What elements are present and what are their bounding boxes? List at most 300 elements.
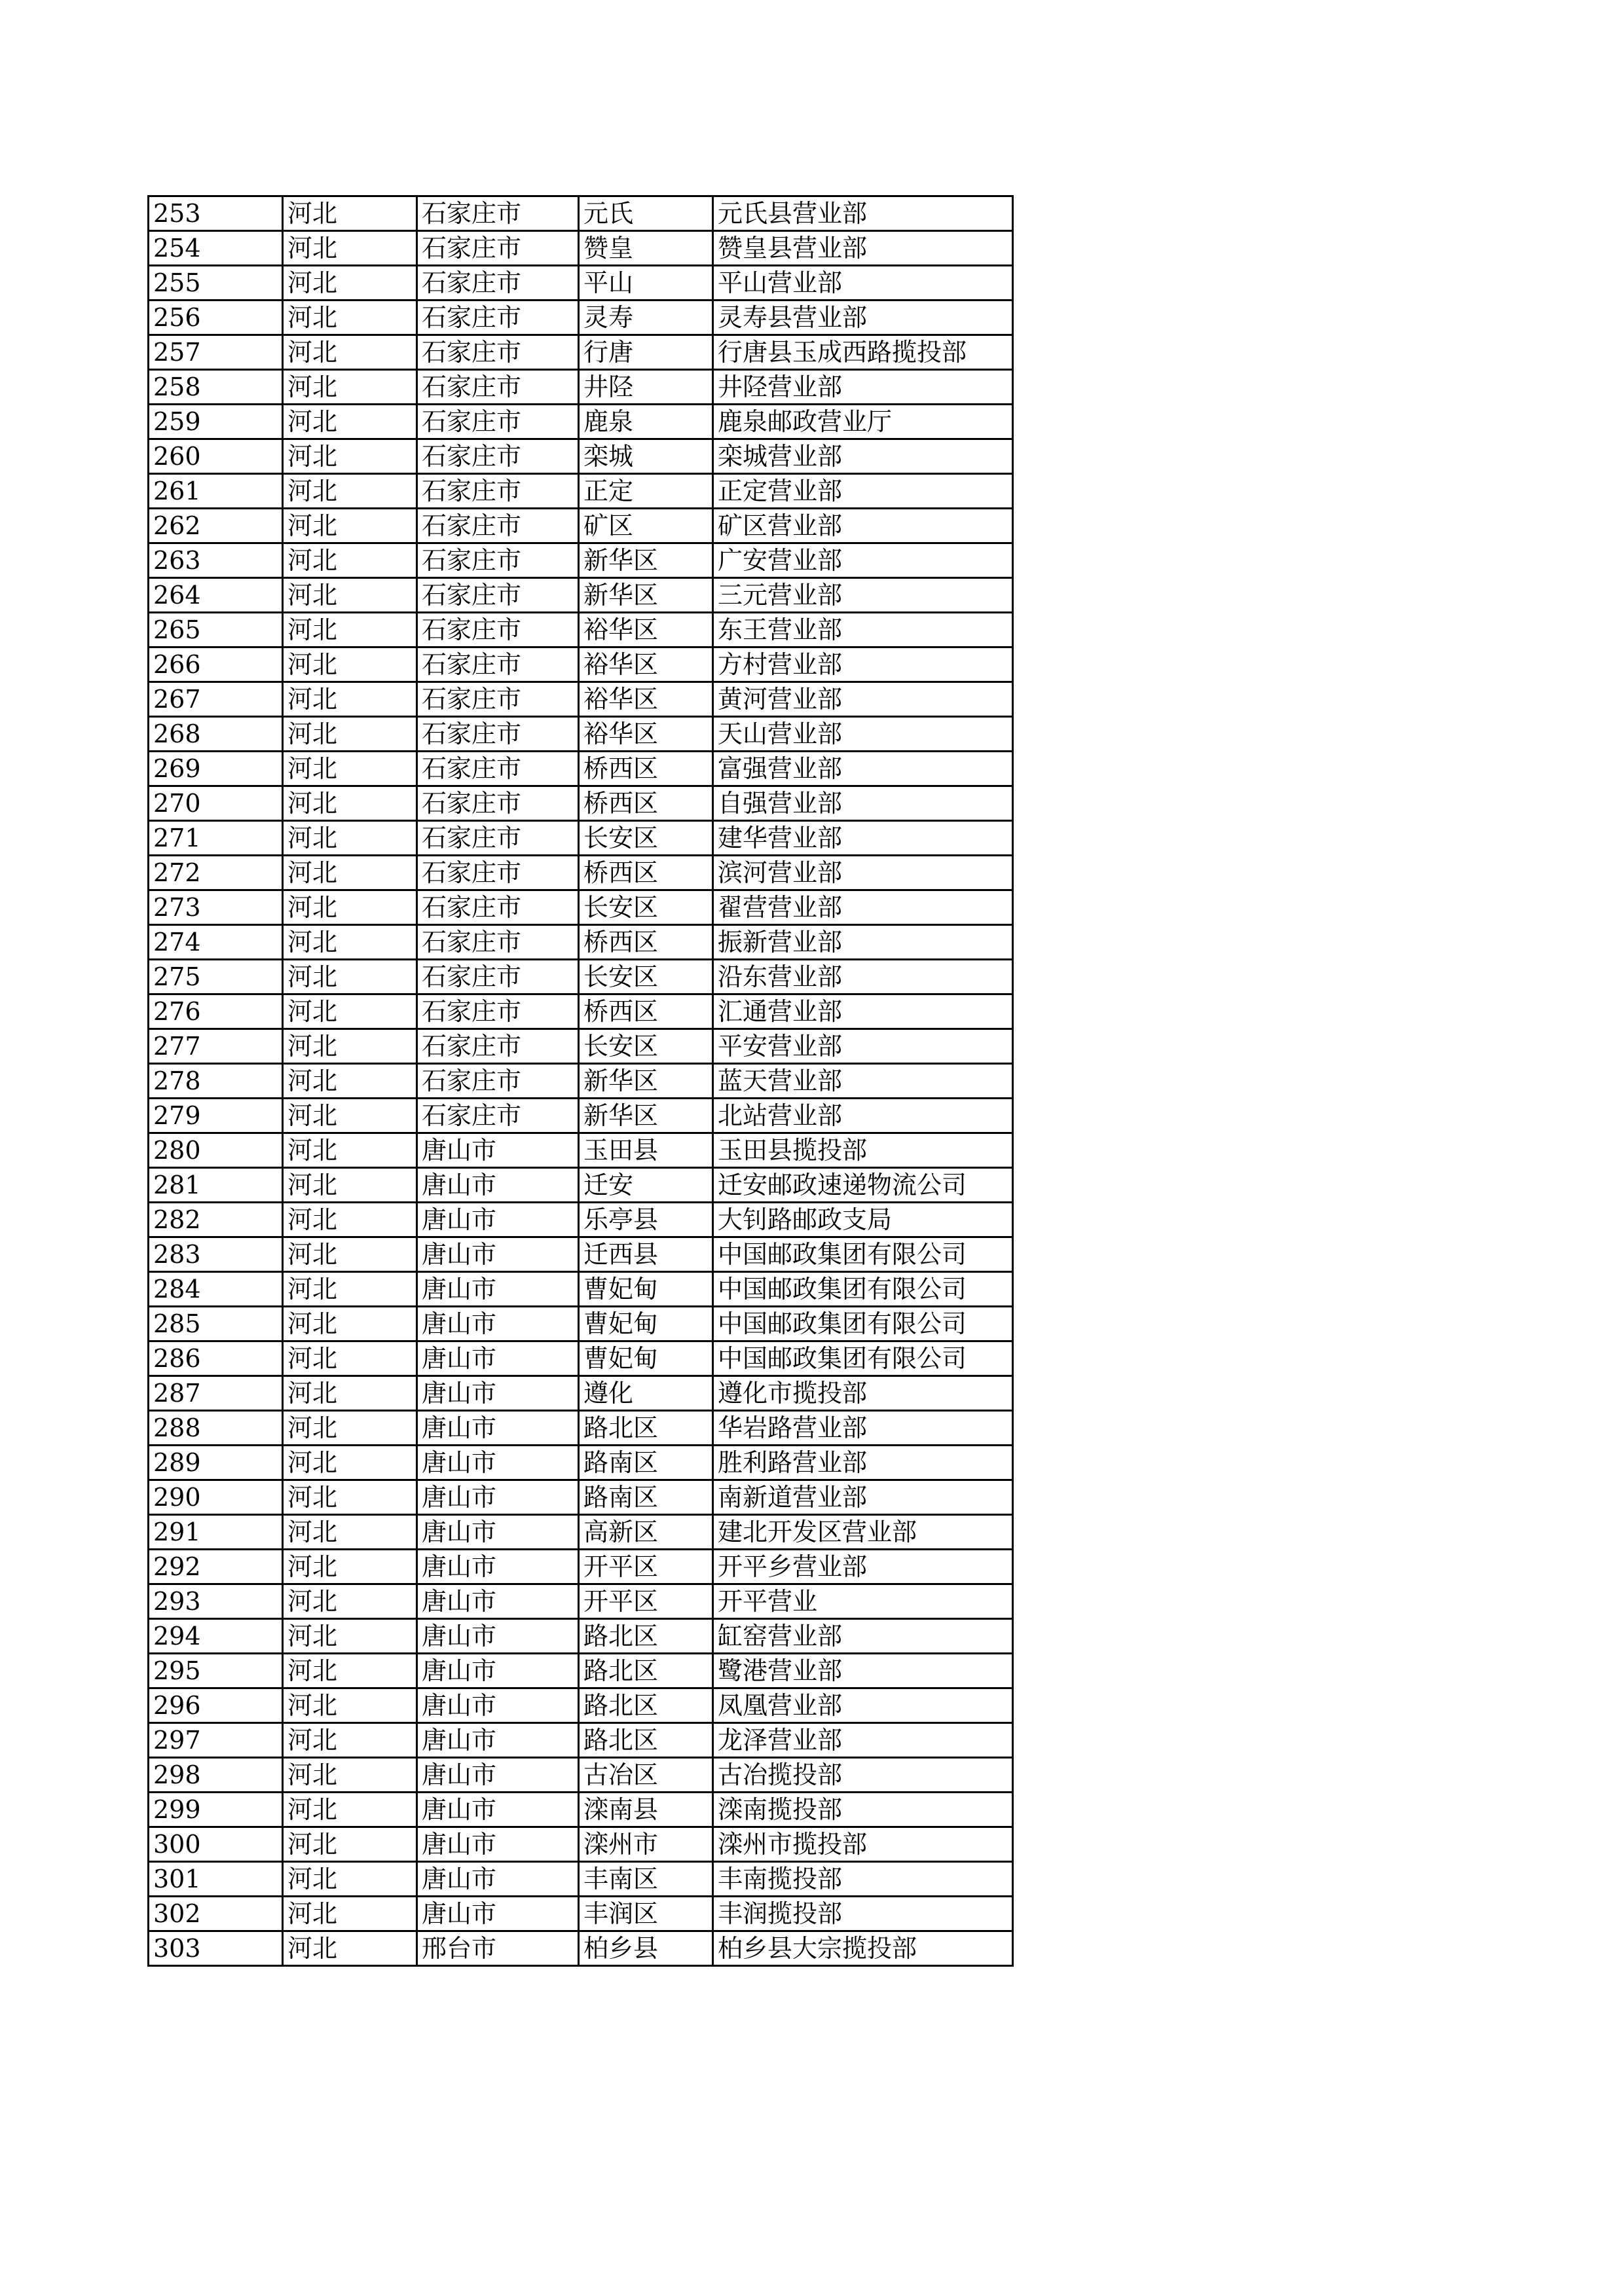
branch-name-cell: 自强营业部 xyxy=(713,786,1013,821)
row-number-cell: 260 xyxy=(149,439,283,474)
table-row xyxy=(149,1550,1013,1584)
city-cell: 唐山市 xyxy=(417,1203,579,1237)
table-row xyxy=(149,1168,1013,1203)
branch-name-cell: 蓝天营业部 xyxy=(713,1064,1013,1099)
city-cell: 唐山市 xyxy=(417,1237,579,1272)
branch-name-cell: 井陉营业部 xyxy=(713,370,1013,405)
row-number-cell: 299 xyxy=(149,1793,283,1827)
row-number-cell: 268 xyxy=(149,717,283,752)
table-row xyxy=(149,1931,1013,1966)
district-cell: 行唐 xyxy=(579,335,713,370)
branch-name-cell: 三元营业部 xyxy=(713,578,1013,613)
row-number-cell: 285 xyxy=(149,1307,283,1341)
province-cell: 河北 xyxy=(283,890,417,925)
district-cell: 桥西区 xyxy=(579,786,713,821)
district-cell: 路南区 xyxy=(579,1480,713,1515)
province-cell: 河北 xyxy=(283,1584,417,1619)
row-number-cell: 300 xyxy=(149,1827,283,1862)
branch-name-cell: 滨河营业部 xyxy=(713,856,1013,890)
province-cell: 河北 xyxy=(283,301,417,335)
table-row xyxy=(149,1307,1013,1341)
district-cell: 路北区 xyxy=(579,1619,713,1654)
province-cell: 河北 xyxy=(283,1897,417,1931)
district-cell: 灵寿 xyxy=(579,301,713,335)
row-number-cell: 283 xyxy=(149,1237,283,1272)
row-number-cell: 301 xyxy=(149,1862,283,1897)
city-cell: 石家庄市 xyxy=(417,370,579,405)
table-row xyxy=(149,752,1013,786)
table-row xyxy=(149,647,1013,682)
row-number-cell: 274 xyxy=(149,925,283,960)
province-cell: 河北 xyxy=(283,231,417,266)
row-number-cell: 294 xyxy=(149,1619,283,1654)
district-cell: 长安区 xyxy=(579,1029,713,1064)
row-number-cell: 254 xyxy=(149,231,283,266)
row-number-cell: 257 xyxy=(149,335,283,370)
row-number-cell: 262 xyxy=(149,509,283,543)
city-cell: 唐山市 xyxy=(417,1654,579,1688)
city-cell: 唐山市 xyxy=(417,1688,579,1723)
province-cell: 河北 xyxy=(283,717,417,752)
branch-name-cell: 汇通营业部 xyxy=(713,994,1013,1029)
row-number-cell: 292 xyxy=(149,1550,283,1584)
city-cell: 石家庄市 xyxy=(417,266,579,301)
table-row xyxy=(149,1793,1013,1827)
district-cell: 裕华区 xyxy=(579,613,713,647)
district-cell: 路南区 xyxy=(579,1446,713,1480)
row-number-cell: 275 xyxy=(149,960,283,994)
district-cell: 桥西区 xyxy=(579,925,713,960)
province-cell: 河北 xyxy=(283,1827,417,1862)
province-cell: 河北 xyxy=(283,1307,417,1341)
city-cell: 石家庄市 xyxy=(417,613,579,647)
table-row xyxy=(149,1237,1013,1272)
district-cell: 井陉 xyxy=(579,370,713,405)
table-row xyxy=(149,682,1013,717)
row-number-cell: 297 xyxy=(149,1723,283,1758)
district-cell: 平山 xyxy=(579,266,713,301)
branch-name-cell: 华岩路营业部 xyxy=(713,1411,1013,1446)
branch-name-cell: 栾城营业部 xyxy=(713,439,1013,474)
table-row xyxy=(149,1446,1013,1480)
city-cell: 唐山市 xyxy=(417,1862,579,1897)
branch-name-cell: 凤凰营业部 xyxy=(713,1688,1013,1723)
branch-name-cell: 行唐县玉成西路揽投部 xyxy=(713,335,1013,370)
row-number-cell: 286 xyxy=(149,1341,283,1376)
city-cell: 唐山市 xyxy=(417,1341,579,1376)
city-cell: 唐山市 xyxy=(417,1827,579,1862)
province-cell: 河北 xyxy=(283,647,417,682)
province-cell: 河北 xyxy=(283,960,417,994)
city-cell: 唐山市 xyxy=(417,1411,579,1446)
row-number-cell: 253 xyxy=(149,196,283,231)
table-row xyxy=(149,613,1013,647)
row-number-cell: 278 xyxy=(149,1064,283,1099)
row-number-cell: 269 xyxy=(149,752,283,786)
branch-name-cell: 富强营业部 xyxy=(713,752,1013,786)
province-cell: 河北 xyxy=(283,266,417,301)
province-cell: 河北 xyxy=(283,682,417,717)
table-row xyxy=(149,1064,1013,1099)
city-cell: 石家庄市 xyxy=(417,994,579,1029)
branch-name-cell: 元氏县营业部 xyxy=(713,196,1013,231)
province-cell: 河北 xyxy=(283,1931,417,1966)
province-cell: 河北 xyxy=(283,1376,417,1411)
city-cell: 石家庄市 xyxy=(417,405,579,439)
branch-name-cell: 中国邮政集团有限公司 xyxy=(713,1307,1013,1341)
branch-name-cell: 建北开发区营业部 xyxy=(713,1515,1013,1550)
row-number-cell: 290 xyxy=(149,1480,283,1515)
table-row xyxy=(149,1584,1013,1619)
branch-name-cell: 缸窑营业部 xyxy=(713,1619,1013,1654)
city-cell: 石家庄市 xyxy=(417,231,579,266)
district-cell: 桥西区 xyxy=(579,752,713,786)
branch-name-cell: 矿区营业部 xyxy=(713,509,1013,543)
province-cell: 河北 xyxy=(283,1064,417,1099)
city-cell: 石家庄市 xyxy=(417,578,579,613)
district-cell: 遵化 xyxy=(579,1376,713,1411)
row-number-cell: 273 xyxy=(149,890,283,925)
branch-name-cell: 大钊路邮政支局 xyxy=(713,1203,1013,1237)
city-cell: 石家庄市 xyxy=(417,335,579,370)
province-cell: 河北 xyxy=(283,578,417,613)
province-cell: 河北 xyxy=(283,439,417,474)
branch-name-cell: 玉田县揽投部 xyxy=(713,1133,1013,1168)
row-number-cell: 289 xyxy=(149,1446,283,1480)
province-cell: 河北 xyxy=(283,1758,417,1793)
province-cell: 河北 xyxy=(283,1341,417,1376)
branch-name-cell: 开平乡营业部 xyxy=(713,1550,1013,1584)
province-cell: 河北 xyxy=(283,1793,417,1827)
table-row xyxy=(149,405,1013,439)
table-row xyxy=(149,474,1013,509)
branch-name-cell: 平山营业部 xyxy=(713,266,1013,301)
table-row xyxy=(149,335,1013,370)
district-cell: 滦州市 xyxy=(579,1827,713,1862)
province-cell: 河北 xyxy=(283,821,417,856)
row-number-cell: 263 xyxy=(149,543,283,578)
city-cell: 石家庄市 xyxy=(417,439,579,474)
city-cell: 石家庄市 xyxy=(417,1029,579,1064)
city-cell: 唐山市 xyxy=(417,1376,579,1411)
row-number-cell: 303 xyxy=(149,1931,283,1966)
row-number-cell: 280 xyxy=(149,1133,283,1168)
district-cell: 路北区 xyxy=(579,1411,713,1446)
table-row xyxy=(149,1758,1013,1793)
row-number-cell: 256 xyxy=(149,301,283,335)
city-cell: 唐山市 xyxy=(417,1723,579,1758)
row-number-cell: 271 xyxy=(149,821,283,856)
district-cell: 新华区 xyxy=(579,543,713,578)
province-cell: 河北 xyxy=(283,613,417,647)
branch-name-cell: 北站营业部 xyxy=(713,1099,1013,1133)
table-row xyxy=(149,1862,1013,1897)
branch-name-cell: 沿东营业部 xyxy=(713,960,1013,994)
district-cell: 新华区 xyxy=(579,1099,713,1133)
table-row xyxy=(149,1654,1013,1688)
row-number-cell: 277 xyxy=(149,1029,283,1064)
city-cell: 石家庄市 xyxy=(417,301,579,335)
province-cell: 河北 xyxy=(283,1688,417,1723)
row-number-cell: 288 xyxy=(149,1411,283,1446)
district-cell: 裕华区 xyxy=(579,682,713,717)
table-row xyxy=(149,1341,1013,1376)
district-cell: 柏乡县 xyxy=(579,1931,713,1966)
branch-name-cell: 振新营业部 xyxy=(713,925,1013,960)
table-row xyxy=(149,1688,1013,1723)
row-number-cell: 267 xyxy=(149,682,283,717)
province-cell: 河北 xyxy=(283,856,417,890)
table-row xyxy=(149,1029,1013,1064)
spreadsheet-page xyxy=(147,195,1012,1967)
branch-name-cell: 鹭港营业部 xyxy=(713,1654,1013,1688)
row-number-cell: 291 xyxy=(149,1515,283,1550)
district-cell: 开平区 xyxy=(579,1550,713,1584)
branch-name-cell: 灵寿县营业部 xyxy=(713,301,1013,335)
table-row xyxy=(149,1897,1013,1931)
row-number-cell: 270 xyxy=(149,786,283,821)
city-cell: 石家庄市 xyxy=(417,196,579,231)
branch-name-cell: 正定营业部 xyxy=(713,474,1013,509)
table-row xyxy=(149,1272,1013,1307)
district-cell: 丰南区 xyxy=(579,1862,713,1897)
branch-name-cell: 胜利路营业部 xyxy=(713,1446,1013,1480)
row-number-cell: 264 xyxy=(149,578,283,613)
district-cell: 长安区 xyxy=(579,960,713,994)
table-row xyxy=(149,266,1013,301)
province-cell: 河北 xyxy=(283,509,417,543)
table-row xyxy=(149,1411,1013,1446)
city-cell: 石家庄市 xyxy=(417,960,579,994)
table-row xyxy=(149,509,1013,543)
branch-name-cell: 丰南揽投部 xyxy=(713,1862,1013,1897)
branch-name-cell: 中国邮政集团有限公司 xyxy=(713,1341,1013,1376)
branch-name-cell: 龙泽营业部 xyxy=(713,1723,1013,1758)
branch-name-cell: 方村营业部 xyxy=(713,647,1013,682)
table-row xyxy=(149,543,1013,578)
table-row xyxy=(149,301,1013,335)
branch-name-cell: 古冶揽投部 xyxy=(713,1758,1013,1793)
province-cell: 河北 xyxy=(283,1029,417,1064)
province-cell: 河北 xyxy=(283,786,417,821)
branch-name-cell: 滦南揽投部 xyxy=(713,1793,1013,1827)
province-cell: 河北 xyxy=(283,1237,417,1272)
district-cell: 长安区 xyxy=(579,821,713,856)
branch-name-cell: 广安营业部 xyxy=(713,543,1013,578)
province-cell: 河北 xyxy=(283,1654,417,1688)
city-cell: 石家庄市 xyxy=(417,543,579,578)
city-cell: 唐山市 xyxy=(417,1133,579,1168)
table-row xyxy=(149,994,1013,1029)
district-cell: 长安区 xyxy=(579,890,713,925)
row-number-cell: 259 xyxy=(149,405,283,439)
province-cell: 河北 xyxy=(283,196,417,231)
city-cell: 石家庄市 xyxy=(417,1099,579,1133)
branch-name-cell: 黄河营业部 xyxy=(713,682,1013,717)
table-row xyxy=(149,1827,1013,1862)
branch-name-cell: 丰润揽投部 xyxy=(713,1897,1013,1931)
table-row xyxy=(149,370,1013,405)
province-cell: 河北 xyxy=(283,1133,417,1168)
row-number-cell: 302 xyxy=(149,1897,283,1931)
row-number-cell: 284 xyxy=(149,1272,283,1307)
district-cell: 鹿泉 xyxy=(579,405,713,439)
city-cell: 唐山市 xyxy=(417,1793,579,1827)
branch-name-cell: 柏乡县大宗揽投部 xyxy=(713,1931,1013,1966)
district-cell: 迁西县 xyxy=(579,1237,713,1272)
city-cell: 唐山市 xyxy=(417,1619,579,1654)
row-number-cell: 279 xyxy=(149,1099,283,1133)
province-cell: 河北 xyxy=(283,1723,417,1758)
table-row xyxy=(149,1376,1013,1411)
province-cell: 河北 xyxy=(283,1411,417,1446)
city-cell: 唐山市 xyxy=(417,1758,579,1793)
table-row xyxy=(149,1203,1013,1237)
row-number-cell: 293 xyxy=(149,1584,283,1619)
city-cell: 唐山市 xyxy=(417,1515,579,1550)
province-cell: 河北 xyxy=(283,994,417,1029)
district-cell: 裕华区 xyxy=(579,647,713,682)
row-number-cell: 265 xyxy=(149,613,283,647)
branch-name-cell: 建华营业部 xyxy=(713,821,1013,856)
city-cell: 唐山市 xyxy=(417,1307,579,1341)
district-cell: 赞皇 xyxy=(579,231,713,266)
table-row xyxy=(149,231,1013,266)
data-table xyxy=(147,195,1014,1967)
row-number-cell: 298 xyxy=(149,1758,283,1793)
city-cell: 唐山市 xyxy=(417,1168,579,1203)
city-cell: 石家庄市 xyxy=(417,786,579,821)
table-row xyxy=(149,1480,1013,1515)
branch-name-cell: 翟营营业部 xyxy=(713,890,1013,925)
province-cell: 河北 xyxy=(283,543,417,578)
district-cell: 古冶区 xyxy=(579,1758,713,1793)
table-row xyxy=(149,439,1013,474)
branch-name-cell: 滦州市揽投部 xyxy=(713,1827,1013,1862)
city-cell: 石家庄市 xyxy=(417,856,579,890)
district-cell: 新华区 xyxy=(579,1064,713,1099)
city-cell: 石家庄市 xyxy=(417,509,579,543)
district-cell: 路北区 xyxy=(579,1654,713,1688)
city-cell: 石家庄市 xyxy=(417,821,579,856)
city-cell: 石家庄市 xyxy=(417,1064,579,1099)
city-cell: 石家庄市 xyxy=(417,752,579,786)
table-row xyxy=(149,890,1013,925)
table-row xyxy=(149,196,1013,231)
row-number-cell: 295 xyxy=(149,1654,283,1688)
branch-name-cell: 赞皇县营业部 xyxy=(713,231,1013,266)
province-cell: 河北 xyxy=(283,1168,417,1203)
district-cell: 路北区 xyxy=(579,1723,713,1758)
district-cell: 曹妃甸 xyxy=(579,1341,713,1376)
row-number-cell: 296 xyxy=(149,1688,283,1723)
district-cell: 乐亭县 xyxy=(579,1203,713,1237)
province-cell: 河北 xyxy=(283,1099,417,1133)
table-body xyxy=(149,196,1013,1966)
province-cell: 河北 xyxy=(283,1515,417,1550)
district-cell: 元氏 xyxy=(579,196,713,231)
branch-name-cell: 东王营业部 xyxy=(713,613,1013,647)
district-cell: 裕华区 xyxy=(579,717,713,752)
district-cell: 桥西区 xyxy=(579,994,713,1029)
city-cell: 石家庄市 xyxy=(417,682,579,717)
row-number-cell: 266 xyxy=(149,647,283,682)
table-row xyxy=(149,1099,1013,1133)
row-number-cell: 272 xyxy=(149,856,283,890)
province-cell: 河北 xyxy=(283,925,417,960)
row-number-cell: 258 xyxy=(149,370,283,405)
district-cell: 滦南县 xyxy=(579,1793,713,1827)
table-row xyxy=(149,821,1013,856)
city-cell: 唐山市 xyxy=(417,1550,579,1584)
branch-name-cell: 平安营业部 xyxy=(713,1029,1013,1064)
province-cell: 河北 xyxy=(283,1862,417,1897)
province-cell: 河北 xyxy=(283,1272,417,1307)
district-cell: 正定 xyxy=(579,474,713,509)
province-cell: 河北 xyxy=(283,1619,417,1654)
city-cell: 石家庄市 xyxy=(417,925,579,960)
table-row xyxy=(149,1515,1013,1550)
province-cell: 河北 xyxy=(283,405,417,439)
table-row xyxy=(149,717,1013,752)
table-row xyxy=(149,578,1013,613)
district-cell: 开平区 xyxy=(579,1584,713,1619)
city-cell: 邢台市 xyxy=(417,1931,579,1966)
district-cell: 栾城 xyxy=(579,439,713,474)
district-cell: 矿区 xyxy=(579,509,713,543)
city-cell: 唐山市 xyxy=(417,1272,579,1307)
table-row xyxy=(149,1133,1013,1168)
province-cell: 河北 xyxy=(283,335,417,370)
branch-name-cell: 开平营业 xyxy=(713,1584,1013,1619)
city-cell: 石家庄市 xyxy=(417,717,579,752)
table-row xyxy=(149,1723,1013,1758)
province-cell: 河北 xyxy=(283,1480,417,1515)
city-cell: 石家庄市 xyxy=(417,647,579,682)
district-cell: 玉田县 xyxy=(579,1133,713,1168)
district-cell: 路北区 xyxy=(579,1688,713,1723)
branch-name-cell: 南新道营业部 xyxy=(713,1480,1013,1515)
province-cell: 河北 xyxy=(283,1446,417,1480)
row-number-cell: 281 xyxy=(149,1168,283,1203)
branch-name-cell: 鹿泉邮政营业厅 xyxy=(713,405,1013,439)
row-number-cell: 255 xyxy=(149,266,283,301)
province-cell: 河北 xyxy=(283,1550,417,1584)
district-cell: 迁安 xyxy=(579,1168,713,1203)
district-cell: 桥西区 xyxy=(579,856,713,890)
province-cell: 河北 xyxy=(283,370,417,405)
province-cell: 河北 xyxy=(283,474,417,509)
branch-name-cell: 中国邮政集团有限公司 xyxy=(713,1237,1013,1272)
district-cell: 新华区 xyxy=(579,578,713,613)
city-cell: 唐山市 xyxy=(417,1897,579,1931)
row-number-cell: 276 xyxy=(149,994,283,1029)
branch-name-cell: 迁安邮政速递物流公司 xyxy=(713,1168,1013,1203)
row-number-cell: 261 xyxy=(149,474,283,509)
table-row xyxy=(149,856,1013,890)
city-cell: 唐山市 xyxy=(417,1480,579,1515)
branch-name-cell: 遵化市揽投部 xyxy=(713,1376,1013,1411)
city-cell: 石家庄市 xyxy=(417,890,579,925)
district-cell: 曹妃甸 xyxy=(579,1272,713,1307)
row-number-cell: 287 xyxy=(149,1376,283,1411)
table-row xyxy=(149,925,1013,960)
city-cell: 唐山市 xyxy=(417,1584,579,1619)
district-cell: 高新区 xyxy=(579,1515,713,1550)
city-cell: 唐山市 xyxy=(417,1446,579,1480)
table-row xyxy=(149,786,1013,821)
province-cell: 河北 xyxy=(283,1203,417,1237)
